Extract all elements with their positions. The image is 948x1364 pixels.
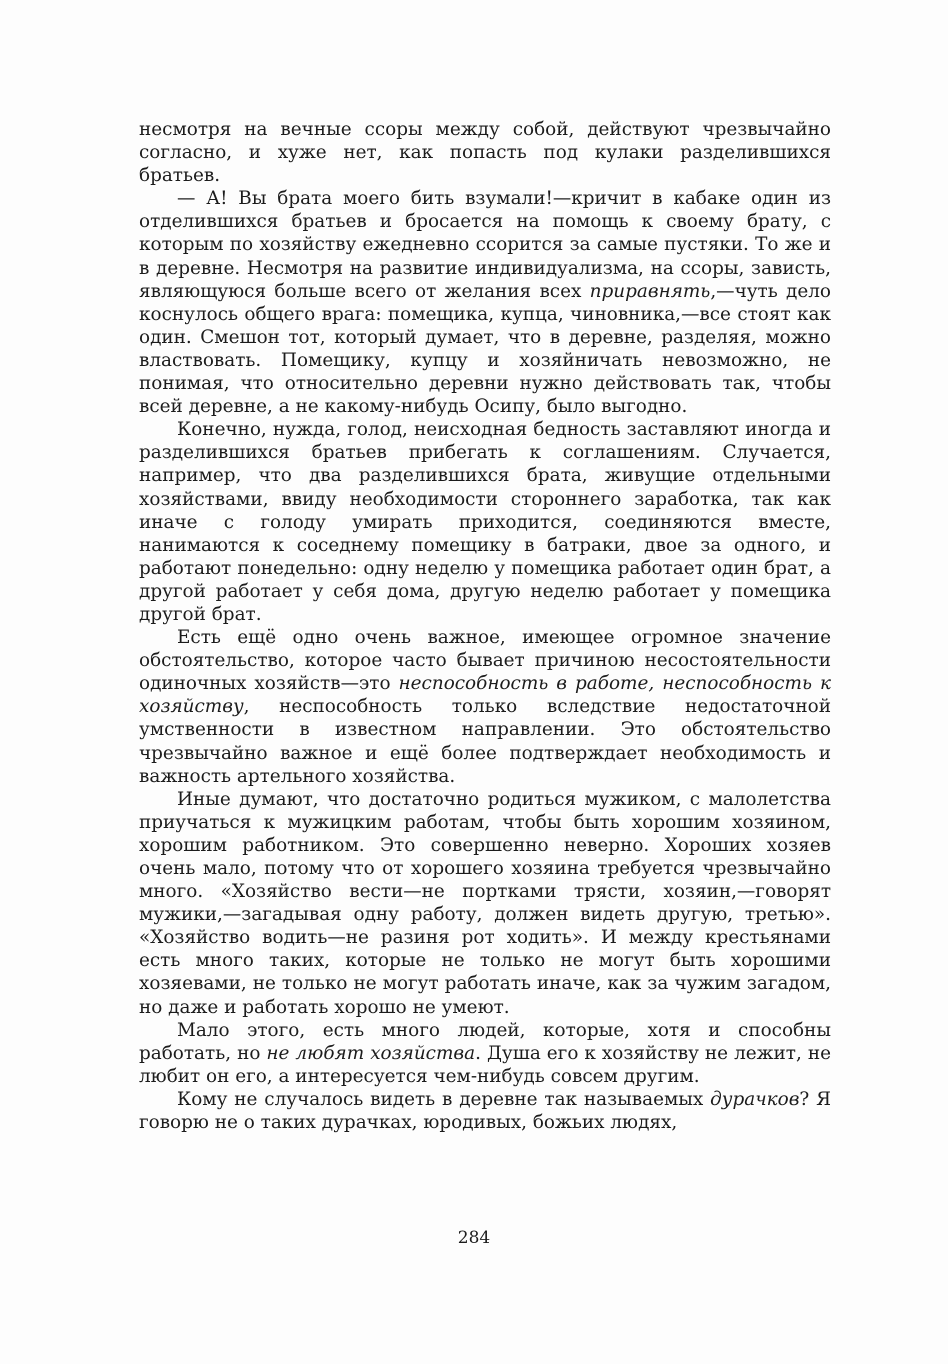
text-run: Мало этого, есть много людей, которые, хотя и способны работать, но: [139, 1019, 831, 1064]
paragraph: [139, 626, 831, 788]
text-run: — А! Вы брата моего бить взумали!—кричит в кабаке один из отделившихся братьев и бросается на помощь к своему брату, с которым по хозяйству ежедневно ссорится за самые пустяки. То же и в деревне. Несмотря на развитие индивидуализма, на ссоры, зависть, являющуюся больше всего от желания всех: [139, 188, 831, 302]
text-run: ? Я говорю не о таких дурачках, юродивых, божьих людях,: [139, 1088, 831, 1134]
page-number: 284: [457, 1228, 491, 1248]
paragraph: [139, 788, 831, 1019]
paragraph: [139, 118, 831, 187]
italic-text: приравнять: [589, 280, 711, 302]
italic-text: дурачков: [710, 1088, 800, 1110]
italic-text: неспособность в работе, неспособность к хозяйству: [139, 673, 831, 718]
text-run: . Душа его к хозяйству не лежит, не любит он его, а интересуется чем-нибудь совсем другим.: [139, 1042, 831, 1087]
text-run: несмотря на вечные ссоры между собой, действуют чрезвычайно согласно, и хуже нет, как попасть под кулаки разделившихся братьев.: [139, 119, 831, 187]
body-text: [139, 118, 831, 1134]
paragraph: [139, 187, 831, 418]
paragraph: [139, 1088, 831, 1134]
text-run: , неспособность только вследствие недостаточной умственности в известном направлении. Это обстоятельство чрезвычайно важное и ещё более подтверждает необходимость и важность артельного хозяйства.: [139, 696, 831, 787]
text-run: Иные думают, что достаточно родиться мужиком, с малолетства приучаться к мужицким работам, чтобы быть хорошим хозяином, хорошим работником. Это совершенно неверно. Хороших хозяев очень мало, потому что от хорошего хозяина требуется чрезвычайно много. «Хозяйство вести—не портками трясти, хозяин,—говорят мужики,—загадывая одну работу, должен видеть другую, третью». «Хозяйство водить—не разиня рот ходить». И между крестьянами есть много таких, которые не только не могут быть хорошими хозяевами, не только не могут работать иначе, как за чужим загадом, но даже и работать хорошо не умеют.: [139, 788, 831, 1018]
text-run: Конечно, нужда, голод, неисходная бедность заставляют иногда и разделившихся братьев прибегать к соглашениям. Случается, например, что два разделившихся брата, живущие отдельными хозяйствами, ввиду необходимости стороннего заработка, так как иначе с голоду умирать приходится, соединяются вместе, нанимаются к соседнему помещику в батраки, двое за одного, и работают понедельно: одну неделю у помещика работает один брат, а другой работает у себя дома, другую неделю работает у помещика другой брат.: [139, 419, 831, 625]
paragraph: [139, 1019, 831, 1088]
paragraph: [139, 418, 831, 626]
text-run: Есть ещё одно очень важное, имеющее огромное значение обстоятельство, которое часто бывает причиною несостоятельности одиночных хозяйств—это: [139, 627, 831, 695]
text-run: ,—чуть дело коснулось общего врага: помещика, купца, чиновника,—все стоят как один. Смешон тот, который думает, что в деревне, разделяя, можно властвовать. Помещику, купцу и хозяйничать невозможно, не понимая, что относительно деревни нужно действовать так, чтобы всей деревне, а не какому-нибудь Осипу, было выгодно.: [139, 280, 831, 418]
text-run: Кому не случалось видеть в деревне так называемых: [177, 1088, 711, 1110]
italic-text: не любят хозяйства: [266, 1042, 476, 1064]
